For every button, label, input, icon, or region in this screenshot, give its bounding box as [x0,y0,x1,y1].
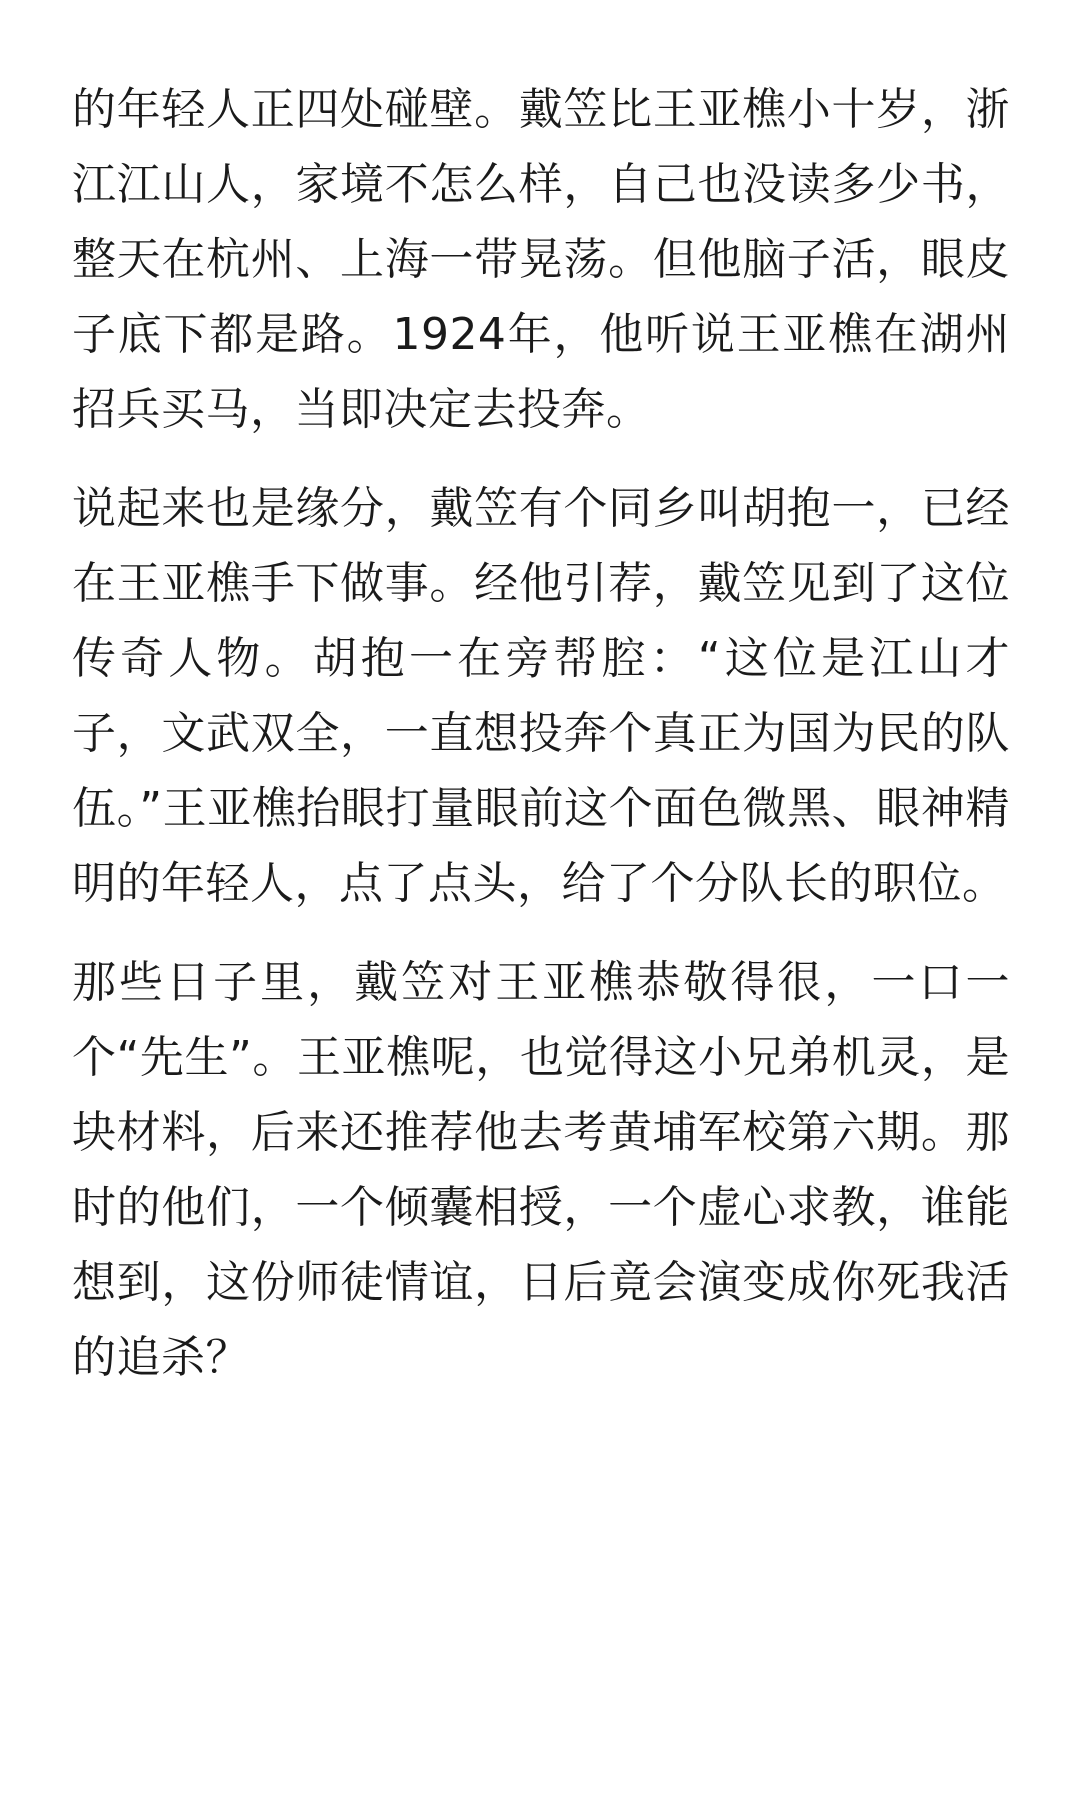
paragraph-1: 的年轻人正四处碰壁。戴笠比王亚樵小十岁，浙江江山人，家境不怎么样，自己也没读多少书，整天在杭州、上海一带晃荡。但他脑子活，眼皮子底下都是路。1924年，他听说王亚樵在湖州招兵买马，当即决定去投奔。 [72,84,1010,435]
paragraph-3: 那些日子里，戴笠对王亚樵恭敬得很，一口一个“先生”。王亚樵呢，也觉得这小兄弟机灵，是块材料，后来还推荐他去考黄埔军校第六期。那时的他们，一个倾囊相授，一个虚心求教，谁能想到，这份师徒情谊，日后竟会演变成你死我活的追杀？ [72,957,1010,1383]
paragraph-2: 说起来也是缘分，戴笠有个同乡叫胡抱一，已经在王亚樵手下做事。经他引荐，戴笠见到了这位传奇人物。胡抱一在旁帮腔：“这位是江山才子，文武双全，一直想投奔个真正为国为民的队伍。”王亚樵抬眼打量眼前这个面色微黑、眼神精明的年轻人，点了点头，给了个分队长的职位。 [72,483,1010,909]
article-body [72,72,1010,1419]
